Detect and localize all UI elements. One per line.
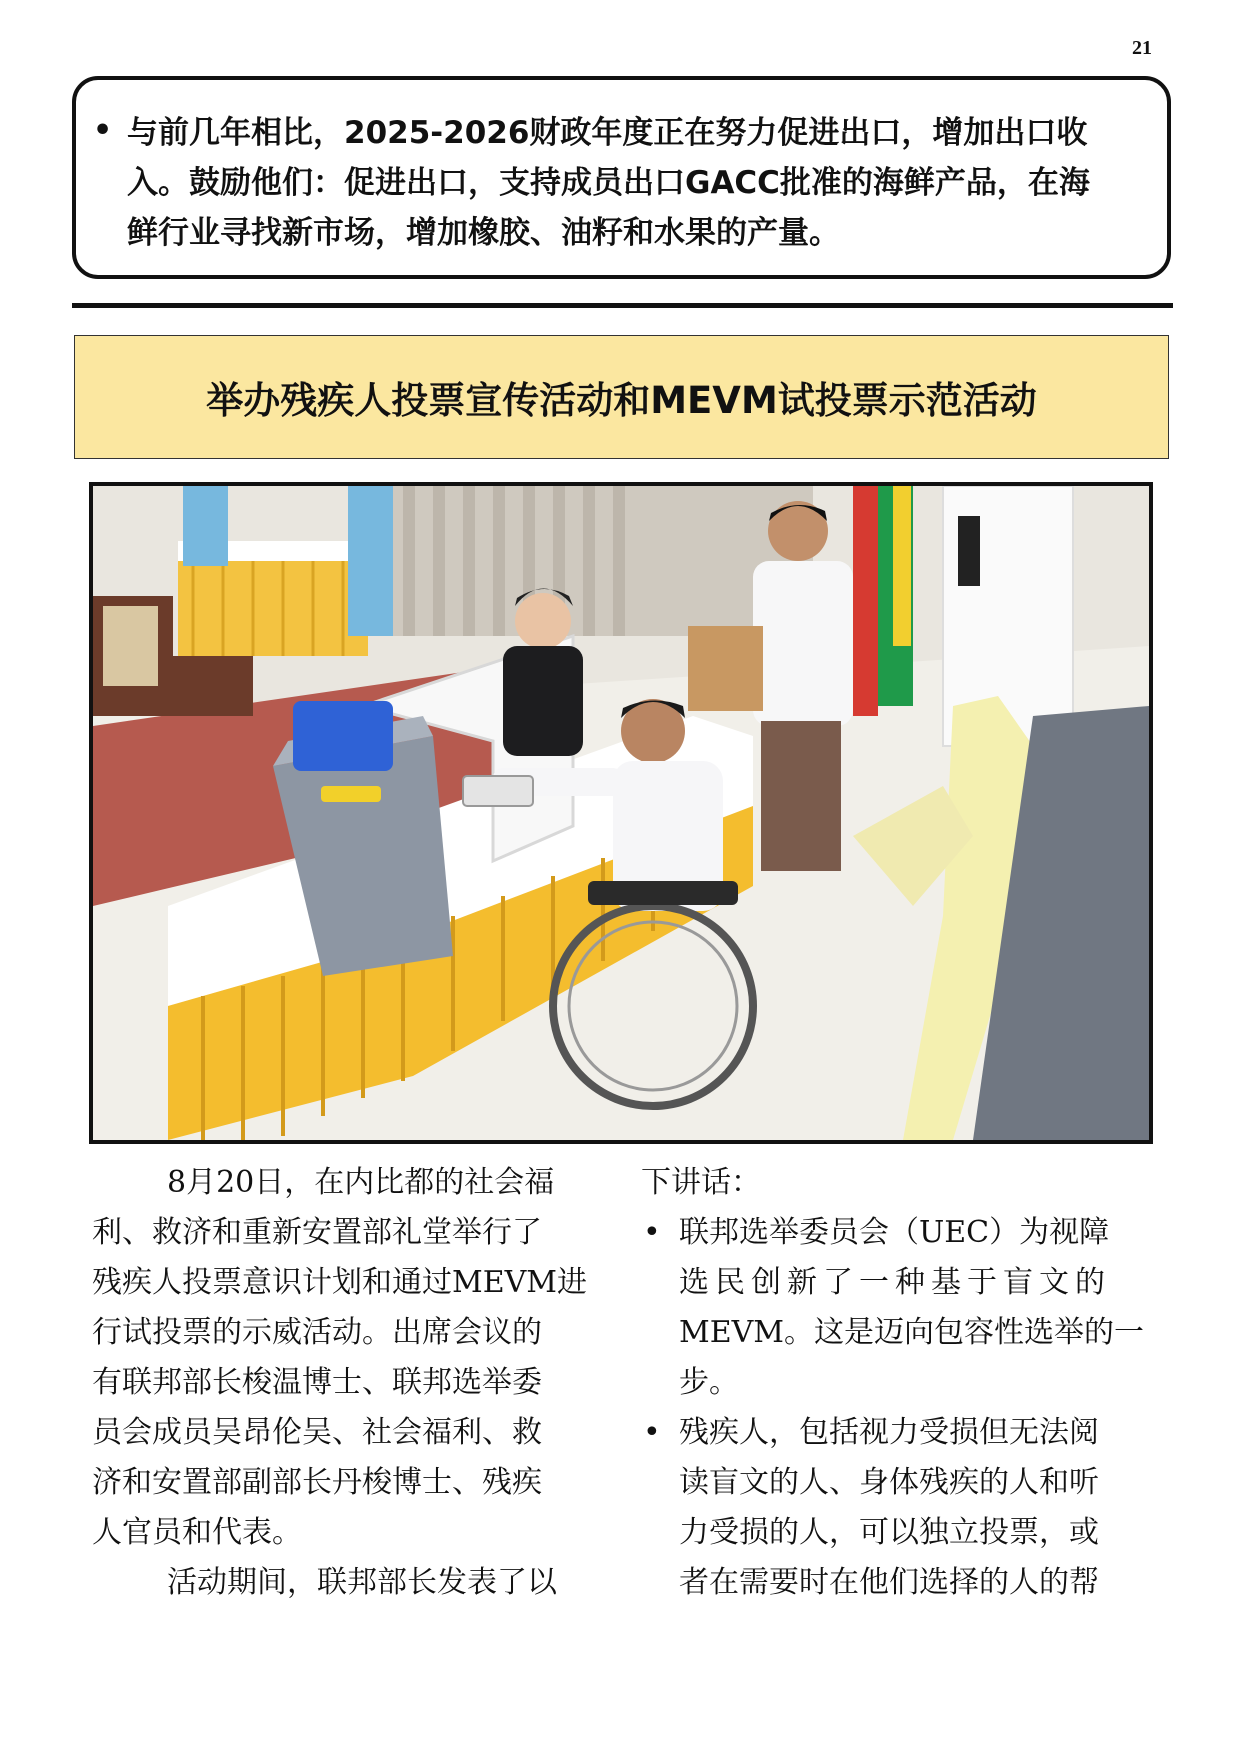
paragraph-line: 济和安置部副部长丹梭博士、残疾 bbox=[92, 1465, 542, 1500]
paragraph-line: 人官员和代表。 bbox=[92, 1515, 302, 1550]
paragraph-line: 有联邦部长梭温博士、联邦选举委 bbox=[92, 1365, 542, 1400]
bullet-line: 者在需要时在他们选择的人的帮 bbox=[679, 1565, 1099, 1600]
paragraph-line: 利、救济和重新安置部礼堂举行了 bbox=[92, 1215, 542, 1250]
paragraph-line: 8月20日，在内比都的社会福 bbox=[167, 1165, 555, 1200]
article-photo bbox=[89, 482, 1153, 1144]
headline-banner bbox=[74, 335, 1169, 459]
paragraph-line: 下讲话： bbox=[641, 1165, 761, 1200]
right-column bbox=[641, 1158, 1181, 1608]
paragraph-line: 残疾人投票意识计划和通过MEVM进 bbox=[92, 1265, 587, 1300]
bullet-item bbox=[641, 1408, 1181, 1608]
paragraph-line: 活动期间，联邦部长发表了以 bbox=[167, 1565, 557, 1600]
bullet-line: MEVM。这是迈向包容性选举的一 bbox=[679, 1315, 1144, 1350]
bullet-line: 选民创新了一种基于盲文的 bbox=[679, 1265, 1111, 1300]
section-divider bbox=[72, 303, 1173, 308]
bullet-item bbox=[641, 1208, 1181, 1408]
bullet-line: 联邦选举委员会（UEC）为视障 bbox=[679, 1215, 1110, 1250]
summary-line: 入。鼓励他们：促进出口，支持成员出口GACC批准的海鲜产品，在海 bbox=[127, 165, 1090, 201]
voting-demonstration-photo-icon bbox=[93, 486, 1149, 1140]
summary-line: 与前几年相比，2025-2026财政年度正在努力促进出口，增加出口收 bbox=[127, 115, 1088, 151]
bullet-line: 读盲文的人、身体残疾的人和听 bbox=[679, 1465, 1099, 1500]
article-headline: 举办残疾人投票宣传活动和MEVM试投票示范活动 bbox=[206, 379, 1037, 422]
paragraph-line: 行试投票的示威活动。出席会议的 bbox=[92, 1315, 542, 1350]
summary-line: 鲜行业寻找新市场，增加橡胶、油籽和水果的产量。 bbox=[127, 215, 840, 251]
paragraph-line: 员会成员吴昂伦吴、社会福利、救 bbox=[92, 1415, 542, 1450]
bullet-line: 步。 bbox=[679, 1365, 739, 1400]
bullet-icon: • bbox=[643, 1415, 661, 1450]
left-column bbox=[92, 1158, 612, 1608]
bullet-icon: • bbox=[643, 1215, 661, 1250]
bullet-line: 力受损的人，可以独立投票，或 bbox=[679, 1515, 1099, 1550]
page-number: 21 bbox=[1132, 37, 1152, 59]
summary-text bbox=[127, 108, 1167, 258]
summary-bullet: • bbox=[93, 113, 113, 148]
bullet-line: 残疾人，包括视力受损但无法阅 bbox=[679, 1415, 1099, 1450]
